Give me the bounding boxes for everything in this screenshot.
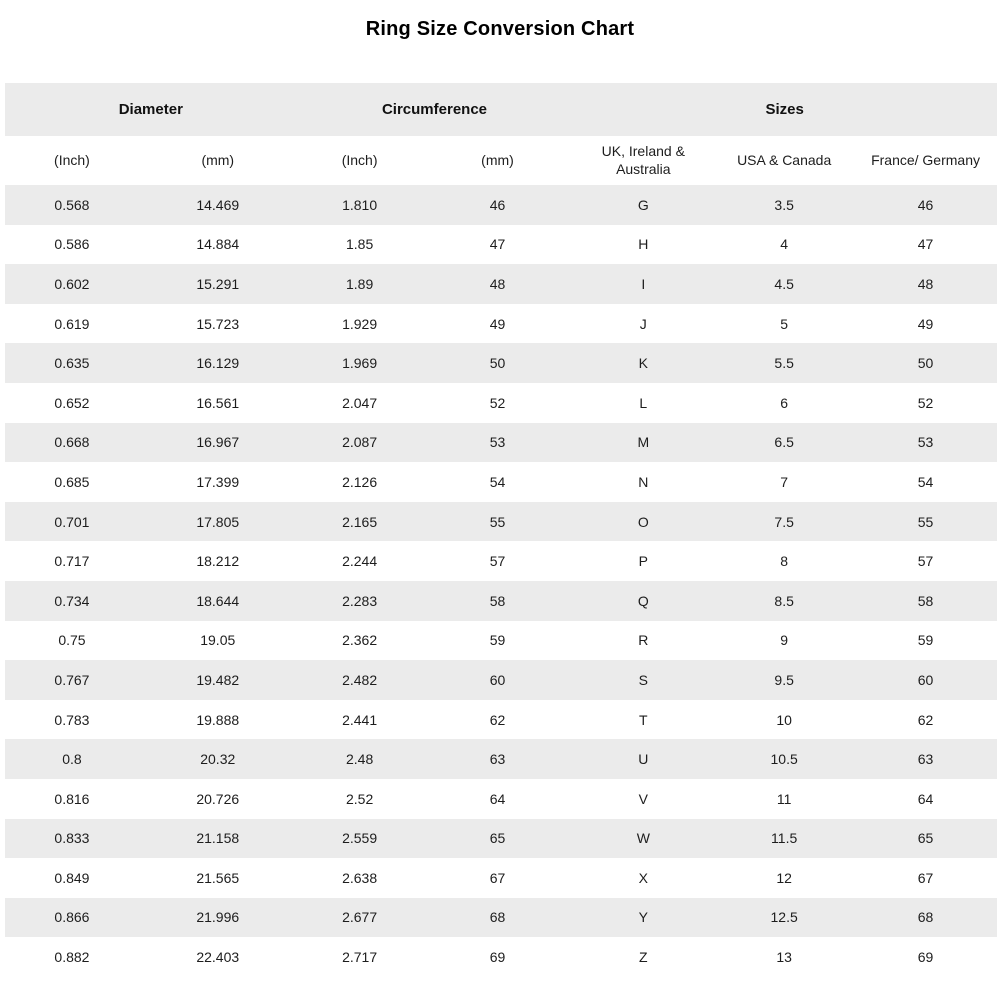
table-cell: 53 bbox=[489, 434, 506, 451]
table-cell: 46 bbox=[917, 196, 934, 213]
table-row bbox=[5, 185, 997, 225]
table-cell: 57 bbox=[489, 553, 506, 570]
table-cell: 68 bbox=[917, 909, 934, 926]
table-row bbox=[5, 343, 997, 383]
table-cell: T bbox=[639, 711, 648, 728]
table-cell: 21.996 bbox=[196, 909, 240, 926]
table-row bbox=[5, 383, 997, 423]
table-cell: 7 bbox=[780, 473, 789, 490]
group-header-row bbox=[5, 83, 997, 136]
table-cell: 2.441 bbox=[342, 711, 378, 728]
table-cell: 15.291 bbox=[196, 275, 240, 292]
table-cell: 50 bbox=[917, 355, 934, 372]
table-cell: 5.5 bbox=[774, 355, 794, 372]
table-cell: 62 bbox=[917, 711, 934, 728]
table-cell: 57 bbox=[917, 553, 934, 570]
table-cell: 0.849 bbox=[54, 869, 90, 886]
table-cell: 0.586 bbox=[54, 236, 90, 253]
table-cell: 0.882 bbox=[54, 949, 90, 966]
table-cell: 4 bbox=[780, 236, 789, 253]
table-cell: 69 bbox=[917, 949, 934, 966]
table-cell: 21.158 bbox=[196, 830, 240, 847]
table-cell: 65 bbox=[489, 830, 506, 847]
table-cell: 0.75 bbox=[58, 632, 86, 649]
table-cell: 2.717 bbox=[342, 949, 378, 966]
table-cell: 65 bbox=[917, 830, 934, 847]
table-cell: 52 bbox=[489, 394, 506, 411]
table-cell: 0.866 bbox=[54, 909, 90, 926]
column-header-circumference-inch: (Inch) bbox=[341, 151, 378, 168]
table-cell: 2.48 bbox=[345, 751, 374, 768]
table-cell: 0.652 bbox=[54, 394, 90, 411]
table-cell: 2.559 bbox=[342, 830, 378, 847]
group-header-circumference: Circumference bbox=[381, 101, 488, 118]
table-cell: 19.05 bbox=[200, 632, 236, 649]
table-row bbox=[5, 225, 997, 265]
table-cell: 0.685 bbox=[54, 473, 90, 490]
table-cell: 54 bbox=[489, 473, 506, 490]
table-cell: 2.244 bbox=[342, 553, 378, 570]
column-header-france-germany: France/ Germany bbox=[871, 151, 980, 168]
table-cell: 58 bbox=[917, 592, 934, 609]
table-cell: 62 bbox=[489, 711, 506, 728]
table-cell: U bbox=[638, 751, 649, 768]
table-row bbox=[5, 660, 997, 700]
table-cell: 60 bbox=[489, 671, 506, 688]
table-cell: 10 bbox=[776, 711, 792, 728]
table-row bbox=[5, 700, 997, 740]
table-cell: G bbox=[637, 196, 649, 213]
table-cell: 0.602 bbox=[54, 275, 90, 292]
table-cell: 2.283 bbox=[342, 592, 378, 609]
table-cell: 47 bbox=[489, 236, 506, 253]
table-cell: 46 bbox=[489, 196, 506, 213]
table-cell: 55 bbox=[917, 513, 934, 530]
table-cell: 19.888 bbox=[196, 711, 240, 728]
table-cell: 0.783 bbox=[54, 711, 90, 728]
table-cell: K bbox=[638, 355, 648, 372]
table-cell: 2.165 bbox=[342, 513, 378, 530]
column-header-uk-ireland-australia: UK, Ireland & Australia bbox=[601, 143, 685, 177]
table-cell: 2.638 bbox=[342, 869, 378, 886]
table-cell: 2.677 bbox=[342, 909, 378, 926]
table-cell: 2.482 bbox=[342, 671, 378, 688]
column-header-circumference-mm: (mm) bbox=[481, 151, 514, 168]
table-cell: 54 bbox=[917, 473, 934, 490]
column-header-usa-canada: USA & Canada bbox=[737, 151, 832, 168]
table-cell: 16.967 bbox=[196, 434, 240, 451]
table-cell: X bbox=[638, 869, 648, 886]
table-cell: 59 bbox=[489, 632, 506, 649]
table-cell: 48 bbox=[917, 275, 934, 292]
table-cell: J bbox=[639, 315, 647, 332]
table-cell: R bbox=[638, 632, 649, 649]
table-cell: 55 bbox=[489, 513, 506, 530]
table-cell: 17.399 bbox=[196, 473, 240, 490]
table-cell: 63 bbox=[917, 751, 934, 768]
table-cell: 17.805 bbox=[196, 513, 240, 530]
table-cell: 8.5 bbox=[774, 592, 794, 609]
table-cell: 53 bbox=[917, 434, 934, 451]
table-cell: 18.644 bbox=[196, 592, 240, 609]
table-cell: 49 bbox=[489, 315, 506, 332]
table-cell: 0.734 bbox=[54, 592, 90, 609]
table-cell: 0.701 bbox=[54, 513, 90, 530]
table-cell: O bbox=[637, 513, 649, 530]
table-cell: M bbox=[637, 434, 650, 451]
table-cell: 10.5 bbox=[770, 751, 798, 768]
table-cell: P bbox=[638, 553, 648, 570]
table-cell: 49 bbox=[917, 315, 934, 332]
table-cell: 2.126 bbox=[342, 473, 378, 490]
table-cell: 18.212 bbox=[196, 553, 240, 570]
table-row bbox=[5, 502, 997, 542]
table-cell: 21.565 bbox=[196, 869, 240, 886]
table-cell: 59 bbox=[917, 632, 934, 649]
table-row bbox=[5, 264, 997, 304]
table-row bbox=[5, 779, 997, 819]
table-cell: 64 bbox=[917, 790, 934, 807]
table-cell: 52 bbox=[917, 394, 934, 411]
table-cell: 19.482 bbox=[196, 671, 240, 688]
table-cell: V bbox=[638, 790, 648, 807]
table-row bbox=[5, 858, 997, 898]
table-cell: 60 bbox=[917, 671, 934, 688]
table-body bbox=[5, 185, 997, 977]
table-cell: 0.8 bbox=[62, 751, 82, 768]
table-cell: 7.5 bbox=[774, 513, 794, 530]
table-cell: 14.469 bbox=[196, 196, 240, 213]
table-cell: 0.833 bbox=[54, 830, 90, 847]
table-cell: 0.717 bbox=[54, 553, 90, 570]
table-cell: 6 bbox=[780, 394, 789, 411]
table-row bbox=[5, 581, 997, 621]
table-cell: Z bbox=[639, 949, 648, 966]
column-header-row bbox=[5, 136, 997, 185]
table-cell: 64 bbox=[489, 790, 506, 807]
table-cell: 0.619 bbox=[54, 315, 90, 332]
table-cell: 63 bbox=[489, 751, 506, 768]
table-cell: 9 bbox=[780, 632, 789, 649]
table-cell: 16.129 bbox=[196, 355, 240, 372]
table-cell: 67 bbox=[917, 869, 934, 886]
table-cell: 22.403 bbox=[196, 949, 240, 966]
column-header-diameter-inch: (Inch) bbox=[54, 151, 90, 168]
table-cell: 6.5 bbox=[774, 434, 794, 451]
table-cell: 67 bbox=[489, 869, 506, 886]
table-cell: I bbox=[641, 275, 646, 292]
table-cell: 1.89 bbox=[345, 275, 374, 292]
table-cell: 0.635 bbox=[54, 355, 90, 372]
table-cell: 12.5 bbox=[770, 909, 798, 926]
table-cell: 0.668 bbox=[54, 434, 90, 451]
column-header-diameter-mm: (mm) bbox=[201, 151, 235, 168]
table-row bbox=[5, 621, 997, 661]
table-cell: 15.723 bbox=[196, 315, 240, 332]
table-cell: W bbox=[636, 830, 650, 847]
table-cell: 47 bbox=[917, 236, 934, 253]
table-cell: 68 bbox=[489, 909, 506, 926]
table-cell: 1.969 bbox=[342, 355, 378, 372]
table-row bbox=[5, 819, 997, 859]
table-cell: 13 bbox=[776, 949, 792, 966]
table-cell: N bbox=[638, 473, 649, 490]
table-cell: 12 bbox=[776, 869, 792, 886]
table-cell: 5 bbox=[780, 315, 789, 332]
group-header-diameter: Diameter bbox=[118, 101, 183, 118]
table-cell: Q bbox=[637, 592, 649, 609]
table-row bbox=[5, 462, 997, 502]
table-cell: 1.929 bbox=[342, 315, 378, 332]
table-cell: 20.726 bbox=[196, 790, 240, 807]
table-cell: 2.362 bbox=[342, 632, 378, 649]
table-cell: 58 bbox=[489, 592, 506, 609]
table-cell: 50 bbox=[489, 355, 506, 372]
table-cell: 8 bbox=[780, 553, 789, 570]
table-row bbox=[5, 739, 997, 779]
table-cell: 20.32 bbox=[200, 751, 236, 768]
table-cell: S bbox=[638, 671, 648, 688]
table-cell: L bbox=[639, 394, 648, 411]
table-cell: 9.5 bbox=[774, 671, 794, 688]
table-row bbox=[5, 541, 997, 581]
table-row bbox=[5, 937, 997, 977]
page-title: Ring Size Conversion Chart bbox=[365, 18, 635, 40]
table-cell: 69 bbox=[489, 949, 506, 966]
table-cell: 0.767 bbox=[54, 671, 90, 688]
table-cell: 1.85 bbox=[345, 236, 374, 253]
table-cell: H bbox=[638, 236, 649, 253]
table-cell: 0.816 bbox=[54, 790, 90, 807]
table-row bbox=[5, 898, 997, 938]
table-cell: 3.5 bbox=[774, 196, 794, 213]
table-cell: 2.087 bbox=[342, 434, 378, 451]
table-cell: 48 bbox=[489, 275, 506, 292]
table-cell: 0.568 bbox=[54, 196, 90, 213]
group-header-sizes: Sizes bbox=[765, 101, 804, 118]
table-cell: 2.047 bbox=[342, 394, 378, 411]
table-cell: 11.5 bbox=[771, 830, 798, 847]
table-cell: 14.884 bbox=[196, 236, 240, 253]
table-row bbox=[5, 304, 997, 344]
ring-size-table bbox=[5, 83, 997, 977]
table-cell: 11 bbox=[776, 790, 792, 807]
table-cell: 1.810 bbox=[342, 196, 378, 213]
table-cell: Y bbox=[638, 909, 648, 926]
table-cell: 2.52 bbox=[345, 790, 374, 807]
table-cell: 4.5 bbox=[774, 275, 794, 292]
table-cell: 16.561 bbox=[196, 394, 240, 411]
table-row bbox=[5, 423, 997, 463]
